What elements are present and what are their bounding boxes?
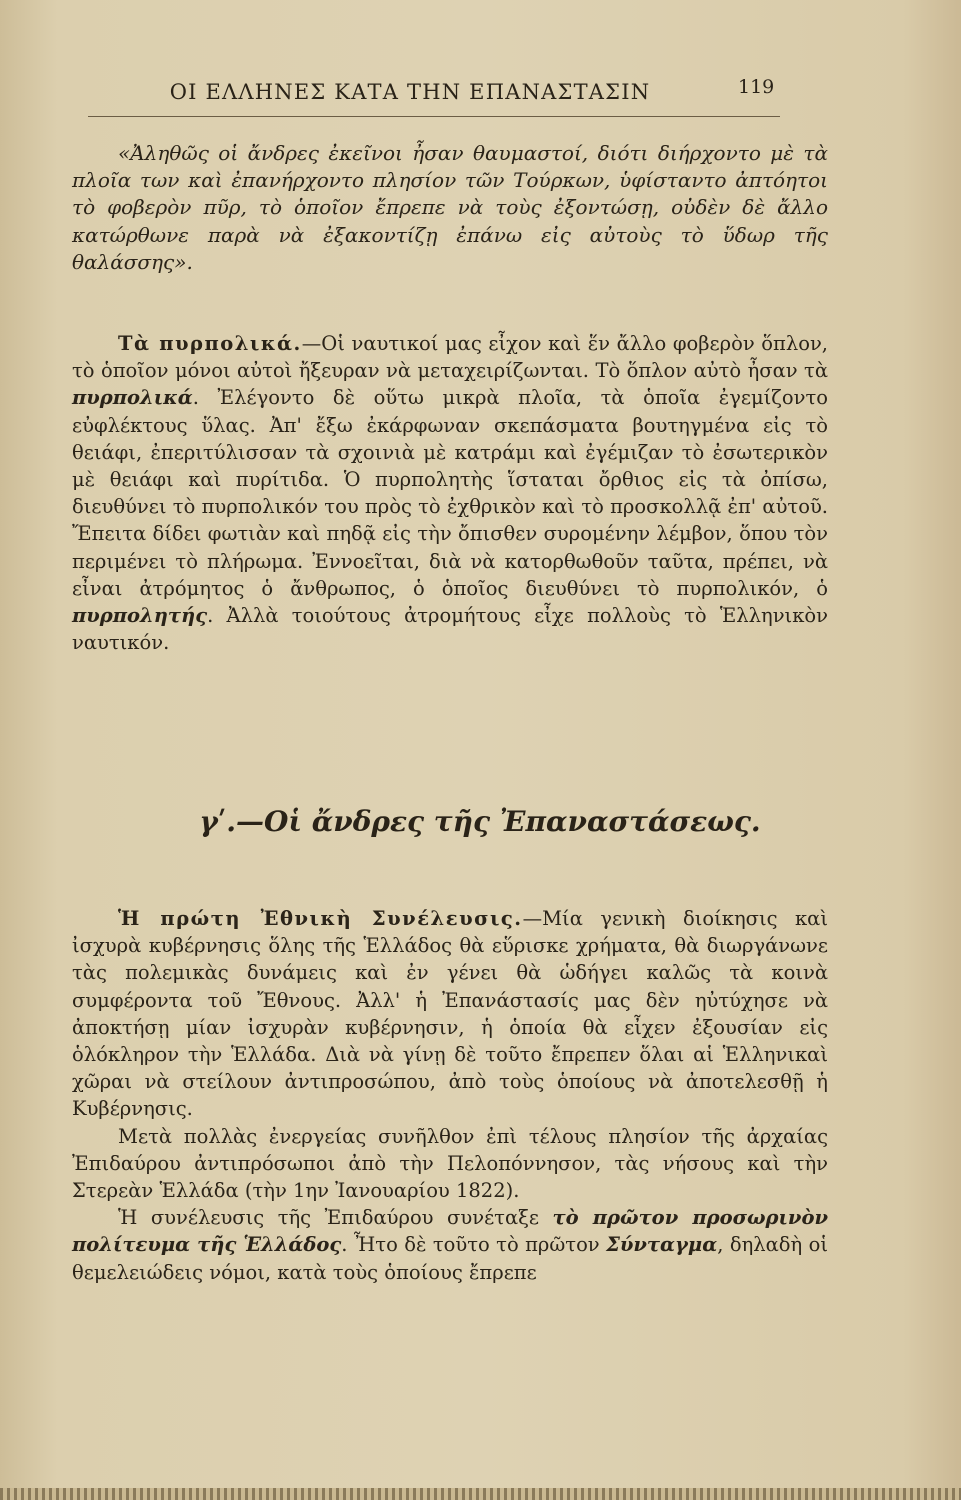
assembly-paragraph-1 bbox=[72, 905, 828, 1123]
assembly-text-3a: Ἡ συνέλευσις τῆς Ἐπιδαύρου συνέταξε bbox=[118, 1206, 553, 1230]
fireships-term-1: πυρπολικά bbox=[72, 386, 193, 410]
chapter-title: γʹ.—Οἱ ἄνδρες τῆς Ἐπαναστάσεως. bbox=[199, 805, 761, 838]
quote-paragraph: «Ἀληθῶς οἱ ἄνδρες ἐκεῖνοι ἦσαν θαυμαστοί, διότι διήρχοντο μὲ τὰ πλοῖα των καὶ ἐπανήρχοντο πλησίον τῶν Τούρκων, ὑφίσταντο ἀπτόητοι τὸ φοβερὸν πῦρ, τὸ ὁποῖον ἔπρεπε νὰ τοὺς ἐξοντώσῃ, οὐδὲν δὲ ἄλλο κατώρθωνε παρὰ νὰ ἐξακοντίζῃ ἐπάνω εἰς αὐτοὺς τὸ ὕδωρ τῆς θαλάσσης». bbox=[72, 141, 828, 274]
assembly-term-2: Σύνταγμα bbox=[606, 1233, 718, 1257]
page-number: 119 bbox=[738, 76, 775, 98]
assembly-section bbox=[72, 905, 828, 1286]
assembly-paragraph-3 bbox=[72, 1204, 828, 1286]
assembly-subheading: Ἡ πρώτη Ἐθνικὴ Συνέλευσις. bbox=[118, 907, 523, 930]
fireships-subheading: Τὰ πυρπολικά. bbox=[118, 332, 302, 355]
assembly-paragraph-2: Μετὰ πολλὰς ἐνεργείας συνῆλθον ἐπὶ τέλους πλησίον τῆς ἀρχαίας Ἐπιδαύρου ἀντιπρόσωποι ἀπὸ τὴν Πελοπόννησον, τὰς νήσους καὶ τὴν Στερεὰν Ἑλλάδα (τὴν 1ην Ἰανουαρίου 1822). bbox=[72, 1124, 828, 1203]
fireships-text-2: . Ἐλέγοντο δὲ οὕτω μικρὰ πλοῖα, τὰ ὁποῖα ἐγεμίζοντο εὐφλέκτους ὕλας. Ἀπ' ἔξω ἐκάρφωναν σκεπάσματα βουτηγμένα εἰς τὸ θειάφι, ἐπεριτύλισσαν τὰ σχοινιὰ μὲ κατράμι καὶ ἐγέμιζαν τὸ ἐσωτερικὸν μὲ θειάφι καὶ πυρίτιδα. Ὁ πυρπολητὴς ἵσταται ὄρθιος εἰς τὰ ὀπίσω, διευθύνει τὸ πυρπολικόν του πρὸς τὸ ἐχθρικὸν καὶ τὸ προσκολλᾷ ἐπ' αὐτοῦ. Ἔπειτα δίδει φωτιὰν καὶ πηδᾷ εἰς τὴν ὄπισθεν συρομένην λέμβον, ὅπου τὸν περιμένει τὸ πλήρωμα. Ἐννοεῖται, διὰ νὰ κατορθωθοῦν ταῦτα, πρέπει, νὰ εἶναι ἀτρόμητος ὁ ἄνθρωπος, ὁ ὁποῖος διευθύνει τὸ πυρπολικόν, ὁ bbox=[72, 386, 828, 600]
assembly-text-1: —Μία γενικὴ διοίκησις καὶ ἰσχυρὰ κυβέρνησις ὅλης τῆς Ἑλλάδος θὰ εὕρισκε χρήματα, θὰ διωργάνωνε τὰς πολεμικὰς δυνάμεις καὶ ἐν γένει θὰ ὡδήγει καλῶς τὰ κοινὰ συμφέροντα τοῦ Ἔθνους. Ἀλλ' ἡ Ἐπανάστασίς μας δὲν ηὐτύχησε νὰ ἀποκτήσῃ μίαν ἰσχυρὰν κυβέρνησιν, ἡ ὁποία θὰ εἶχεν ἐξουσίαν εἰς ὁλόκληρον τὴν Ἑλλάδα. Διὰ νὰ γίνῃ δὲ τοῦτο ἔπρεπεν ὅλαι αἱ Ἑλληνικαὶ χῶραι νὰ στείλουν ἀντιπροσώπου, ἀπὸ τοὺς ὁποίους νὰ ἀποτελεσθῇ ἡ Κυβέρνησις. bbox=[72, 907, 829, 1121]
fireships-text-1: —Οἱ ναυτικοί μας εἶχον καὶ ἕν ἄλλο φοβερὸν ὅπλον, τὸ ὁποῖον μόνοι αὐτοὶ ἤξευραν νὰ μεταχειρίζωνται. Τὸ ὅπλον αὐτὸ ἦσαν τὰ bbox=[72, 332, 828, 383]
quote-block bbox=[72, 140, 828, 276]
running-head: ΟΙ ΕΛΛΗΝΕΣ ΚΑΤΑ ΤΗΝ ΕΠΑΝΑΣΤΑΣΙΝ bbox=[169, 80, 651, 104]
header-rule bbox=[88, 116, 780, 117]
fireships-section bbox=[72, 330, 828, 656]
fireships-text-3: . Ἀλλὰ τοιούτους ἀτρομήτους εἶχε πολλοὺς τὸ Ἑλληνικὸν ναυτικόν. bbox=[72, 604, 828, 655]
fireships-term-2: πυρπολητής bbox=[72, 604, 208, 628]
assembly-term-1: τὸ πρῶτον προσωρινὸν πολίτευμα τῆς Ἑλλάδος bbox=[72, 1206, 828, 1257]
fireships-paragraph bbox=[72, 330, 828, 656]
assembly-text-3c: , δηλαδὴ οἱ θεμελειώδεις νόμοι, κατὰ τοὺς ὁποίους ἔπρεπε bbox=[72, 1233, 828, 1284]
assembly-text-3b: . Ἦτο δὲ τοῦτο τὸ πρῶτον bbox=[341, 1233, 607, 1257]
page-bottom-edge bbox=[0, 1488, 961, 1500]
